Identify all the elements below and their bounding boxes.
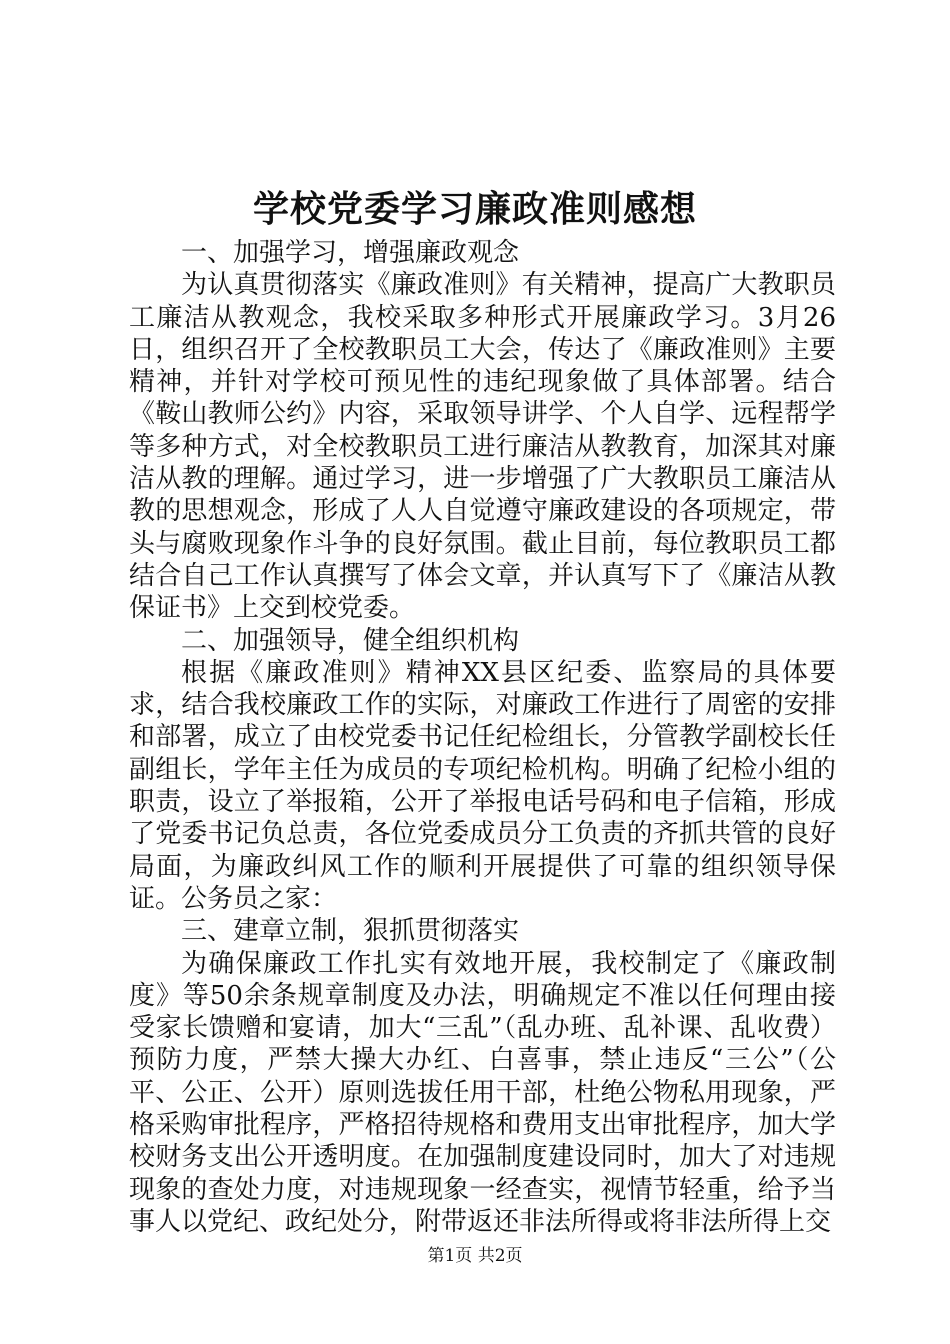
document-title: 学校党委学习廉政准则感想 <box>252 188 697 230</box>
section-paragraph-3: 为确保廉政工作扎实有效地开展，我校制定了《廉政制度》等50余条规章制度及办法，明确规定不准以任何理由接受家长馈赠和宴请，加大“三乱”（乱办班、乱补课、乱收费）预防力度，严禁大操大办红、白喜事，禁止违反“三公”（公平、公正、公开）原则选拔任用干部，杜绝公物私用现象，严格采购审批程序，严格招待规格和费用支出审批程序，加大学校财务支出公开透明度。在加强制度建设同时，加大了对违规现象的查处力度，对违规现象一经查实，视情节轻重，给予当事人以党纪、政纪处分，附带返还非法所得或将非法所得上交 <box>129 948 836 1237</box>
section-paragraph-2: 根据《廉政准则》精神XX县区纪委、监察局的具体要求，结合我校廉政工作的实际，对廉政工作进行了周密的安排和部署，成立了由校党委书记任纪检组长，分管教学副校长任副组长，学年主任为成员的专项纪检机构。明确了纪检小组的职责，设立了举报箱，公开了举报电话号码和电子信箱，形成了党委书记负总责，各位党委成员分工负责的齐抓共管的良好局面，为廉政纠风工作的顺利开展提供了可靠的组织领导保证。公务员之家： <box>129 657 836 914</box>
section-heading-3: 三、建章立制，狠抓贯彻落实 <box>181 916 520 947</box>
section-heading-1: 一、加强学习，增强廉政观念 <box>181 238 520 268</box>
document-body <box>129 237 836 1238</box>
section-heading-2: 二、加强领导，健全组织机构 <box>181 625 520 656</box>
page-footer: 第1页 共2页 <box>427 1246 523 1266</box>
section-paragraph-1: 为认真贯彻落实《廉政准则》有关精神，提高广大教职员工廉洁从教观念，我校采取多种形式开展廉政学习。3月26日，组织召开了全校教职员工大会，传达了《廉政准则》主要精神，并针对学校可预见性的违纪现象做了具体部署。结合《鞍山教师公约》内容，采取领导讲学、个人自学、远程帮学等多种方式，对全校教职员工进行廉洁从教教育，加深其对廉洁从教的理解。通过学习，进一步增强了广大教职员工廉洁从教的思想观念，形成了人人自觉遵守廉政建设的各项规定，带头与腐败现象作斗争的良好氛围。截止目前，每位教职员工都结合自己工作认真撰写了体会文章，并认真写下了《廉洁从教保证书》上交到校党委。 <box>129 270 836 624</box>
